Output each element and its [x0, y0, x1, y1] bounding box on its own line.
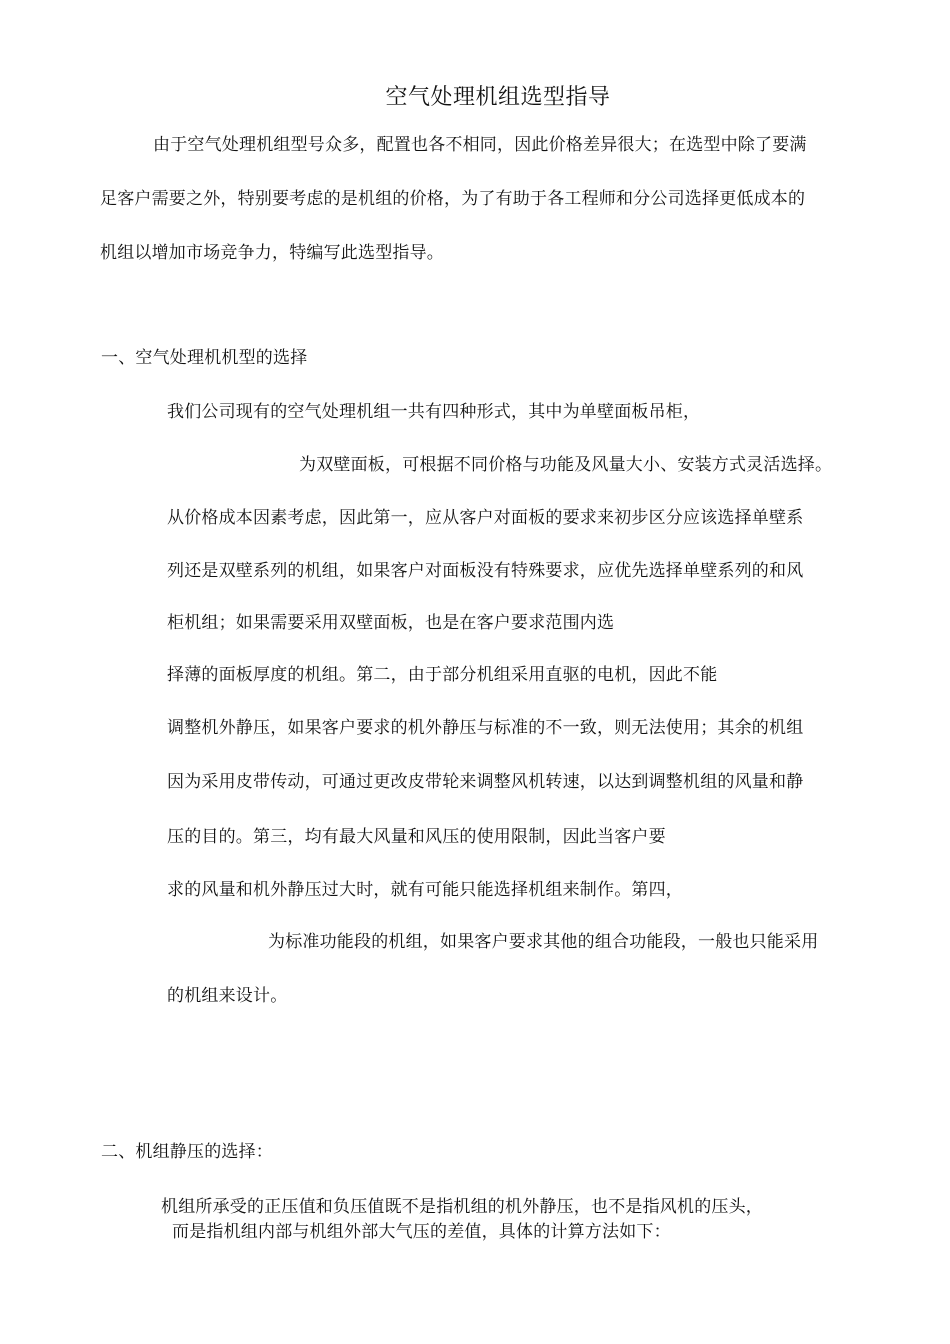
section-1-line-5: 柜机组；如果需要采用双壁面板，也是在客户要求范围内选	[167, 613, 615, 633]
document-title: 空气处理机组选型指导	[385, 85, 611, 110]
section-2-line-2: 而是指机组内部与机组外部大气压的差值，具体的计算方法如下：	[172, 1222, 671, 1242]
section-1-line-3: 从价格成本因素考虑，因此第一，应从客户对面板的要求来初步区分应该选择单壁系	[167, 508, 804, 528]
section-1-line-11: 为标准功能段的机组，如果客户要求其他的组合功能段，一般也只能采用	[268, 932, 819, 952]
section-1-line-7: 调整机外静压，如果客户要求的机外静压与标准的不一致，则无法使用；其余的机组	[167, 718, 804, 738]
section-1-line-8: 因为采用皮带传动，可通过更改皮带轮来调整风机转速，以达到调整机组的风量和静	[167, 772, 804, 792]
section-1-line-1: 我们公司现有的空气处理机组一共有四种形式，其中为单壁面板吊柜，	[167, 402, 701, 422]
section-1-line-12: 的机组来设计。	[167, 986, 288, 1006]
section-1-line-10: 求的风量和机外静压过大时，就有可能只能选择机组来制作。第四，	[167, 880, 683, 900]
intro-line-2: 足客户需要之外，特别要考虑的是机组的价格，为了有助于各工程师和分公司选择更低成本的	[100, 189, 806, 209]
section-2-line-1: 机组所承受的正压值和负压值既不是指机组的机外静压，也不是指风机的压头，	[161, 1197, 763, 1217]
intro-line-3: 机组以增加市场竞争力，特编写此选型指导。	[100, 243, 444, 263]
section-1-line-9: 压的目的。第三，均有最大风量和风压的使用限制，因此当客户要	[167, 827, 666, 847]
section-2-heading: 二、机组静压的选择：	[101, 1142, 273, 1162]
intro-line-1: 由于空气处理机组型号众多，配置也各不相同，因此价格差异很大；在选型中除了要满	[153, 135, 807, 155]
section-1-line-6: 择薄的面板厚度的机组。第二，由于部分机组采用直驱的电机，因此不能	[167, 665, 718, 685]
section-1-line-4: 列还是双壁系列的机组，如果客户对面板没有特殊要求，应优先选择单壁系列的和风	[167, 561, 804, 581]
section-1-heading: 一、空气处理机机型的选择	[101, 348, 308, 368]
section-1-line-2: 为双壁面板，可根据不同价格与功能及风量大小、安装方式灵活选择。	[299, 455, 833, 475]
